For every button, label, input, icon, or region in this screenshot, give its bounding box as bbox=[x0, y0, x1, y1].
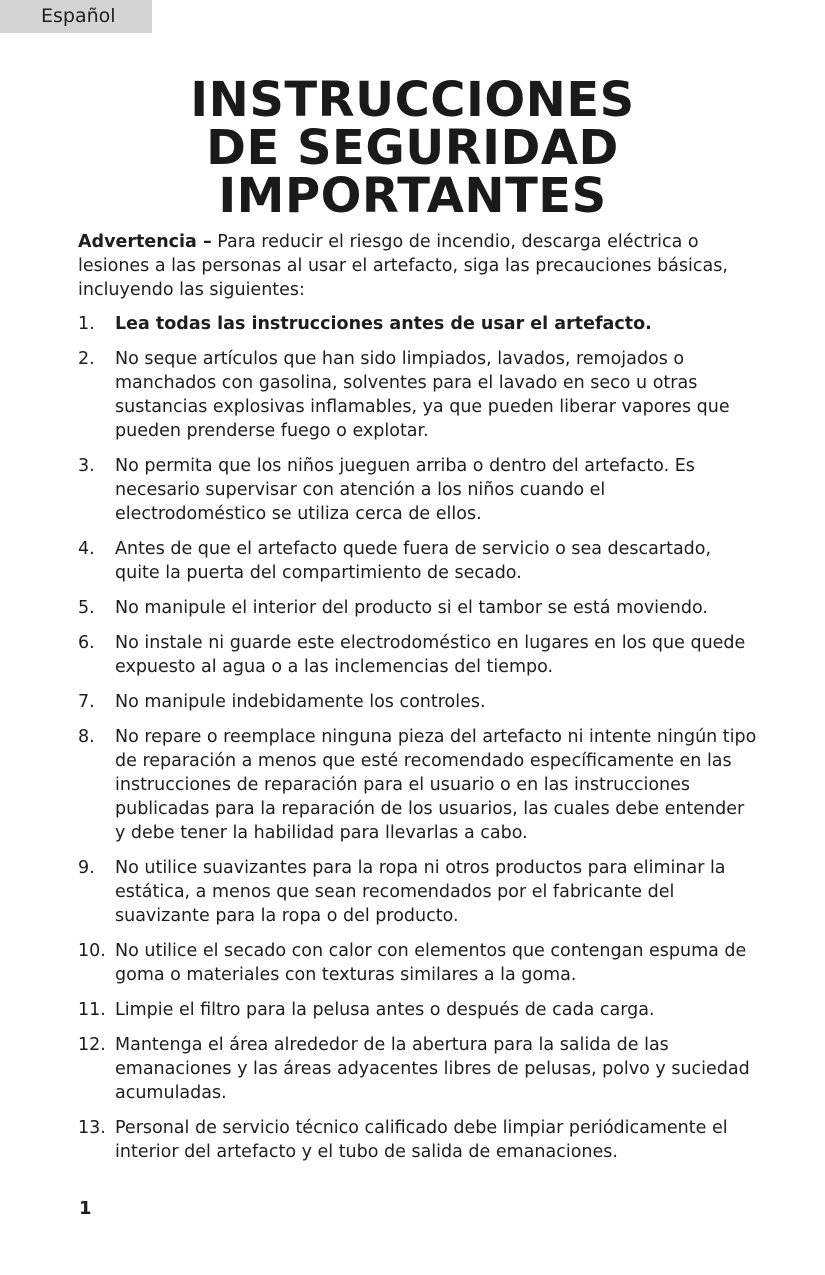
item-number: 3. bbox=[78, 456, 95, 476]
item-text: No repare o reemplace ninguna pieza del artefacto ni intente ningún tipo de reparación a menos que esté recomendado específicamente en las instrucciones de reparación para el usuario o en las instrucciones publicadas para la reparación de los usuarios, las cuales debe entender y debe tener la habilidad para llevarlas a cabo. bbox=[115, 727, 757, 843]
page-number: 1 bbox=[79, 1198, 92, 1219]
item-number: 4. bbox=[78, 539, 95, 559]
list-item bbox=[78, 537, 758, 585]
item-text: No utilice el secado con calor con elementos que contengan espuma de goma o materiales con texturas similares a la goma. bbox=[115, 941, 747, 985]
list-item bbox=[78, 856, 758, 928]
list-item bbox=[78, 1116, 758, 1164]
list-item bbox=[78, 347, 758, 443]
item-text: Lea todas las instrucciones antes de usar el artefacto. bbox=[115, 314, 652, 334]
item-text: No permita que los niños jueguen arriba o dentro del artefacto. Es necesario supervisar con atención a los niños cuando el electrodoméstico se utiliza cerca de ellos. bbox=[115, 456, 695, 524]
item-number: 13. bbox=[78, 1118, 106, 1138]
list-item bbox=[78, 454, 758, 526]
item-number: 12. bbox=[78, 1035, 106, 1055]
item-number: 11. bbox=[78, 1000, 106, 1020]
item-number: 9. bbox=[78, 858, 95, 878]
title-line-3: IMPORTANTES bbox=[218, 168, 607, 224]
list-item bbox=[78, 631, 758, 679]
item-text: Personal de servicio técnico calificado debe limpiar periódicamente el interior del artefacto y el tubo de salida de emanaciones. bbox=[115, 1118, 728, 1162]
page-title bbox=[0, 72, 825, 224]
list-item bbox=[78, 690, 758, 714]
list-item bbox=[78, 596, 758, 620]
item-text: No utilice suavizantes para la ropa ni otros productos para eliminar la estática, a menos que sean recomendados por el fabricante del suavizante para la ropa o del producto. bbox=[115, 858, 726, 926]
item-text: Mantenga el área alrededor de la abertura para la salida de las emanaciones y las áreas adyacentes libres de pelusas, polvo y suciedad acumuladas. bbox=[115, 1035, 750, 1103]
list-item bbox=[78, 725, 758, 845]
item-text: No seque artículos que han sido limpiados, lavados, remojados o manchados con gasolina, solventes para el lavado en seco u otras sustancias explosivas inflamables, ya que pueden liberar vapores que pueden prenderse fuego o explotar. bbox=[115, 349, 730, 441]
warning-lead: Advertencia – bbox=[78, 232, 212, 252]
list-item bbox=[78, 312, 758, 336]
item-number: 2. bbox=[78, 349, 95, 369]
title-line-1: INSTRUCCIONES bbox=[190, 72, 635, 128]
warning-intro bbox=[78, 230, 758, 302]
item-number: 10. bbox=[78, 941, 106, 961]
item-number: 7. bbox=[78, 692, 95, 712]
item-text: No manipule indebidamente los controles. bbox=[115, 692, 486, 712]
title-line-2: DE SEGURIDAD bbox=[206, 120, 619, 176]
warning-text: Para reducir el riesgo de incendio, descarga eléctrica o lesiones a las personas al usar el artefacto, siga las precauciones básicas, incluyendo las siguientes: bbox=[78, 232, 728, 300]
list-item bbox=[78, 939, 758, 987]
item-number: 5. bbox=[78, 598, 95, 618]
list-item bbox=[78, 1033, 758, 1105]
list-item bbox=[78, 998, 758, 1022]
item-number: 6. bbox=[78, 633, 95, 653]
item-text: Limpie el filtro para la pelusa antes o después de cada carga. bbox=[115, 1000, 655, 1020]
item-text: Antes de que el artefacto quede fuera de servicio o sea descartado, quite la puerta del compartimiento de secado. bbox=[115, 539, 712, 583]
language-tab: Español bbox=[0, 0, 152, 33]
safety-instructions-list bbox=[78, 312, 758, 1175]
item-number: 1. bbox=[78, 314, 95, 334]
item-text: No instale ni guarde este electrodoméstico en lugares en los que quede expuesto al agua o a las inclemencias del tiempo. bbox=[115, 633, 746, 677]
item-text: No manipule el interior del producto si el tambor se está moviendo. bbox=[115, 598, 708, 618]
item-number: 8. bbox=[78, 727, 95, 747]
